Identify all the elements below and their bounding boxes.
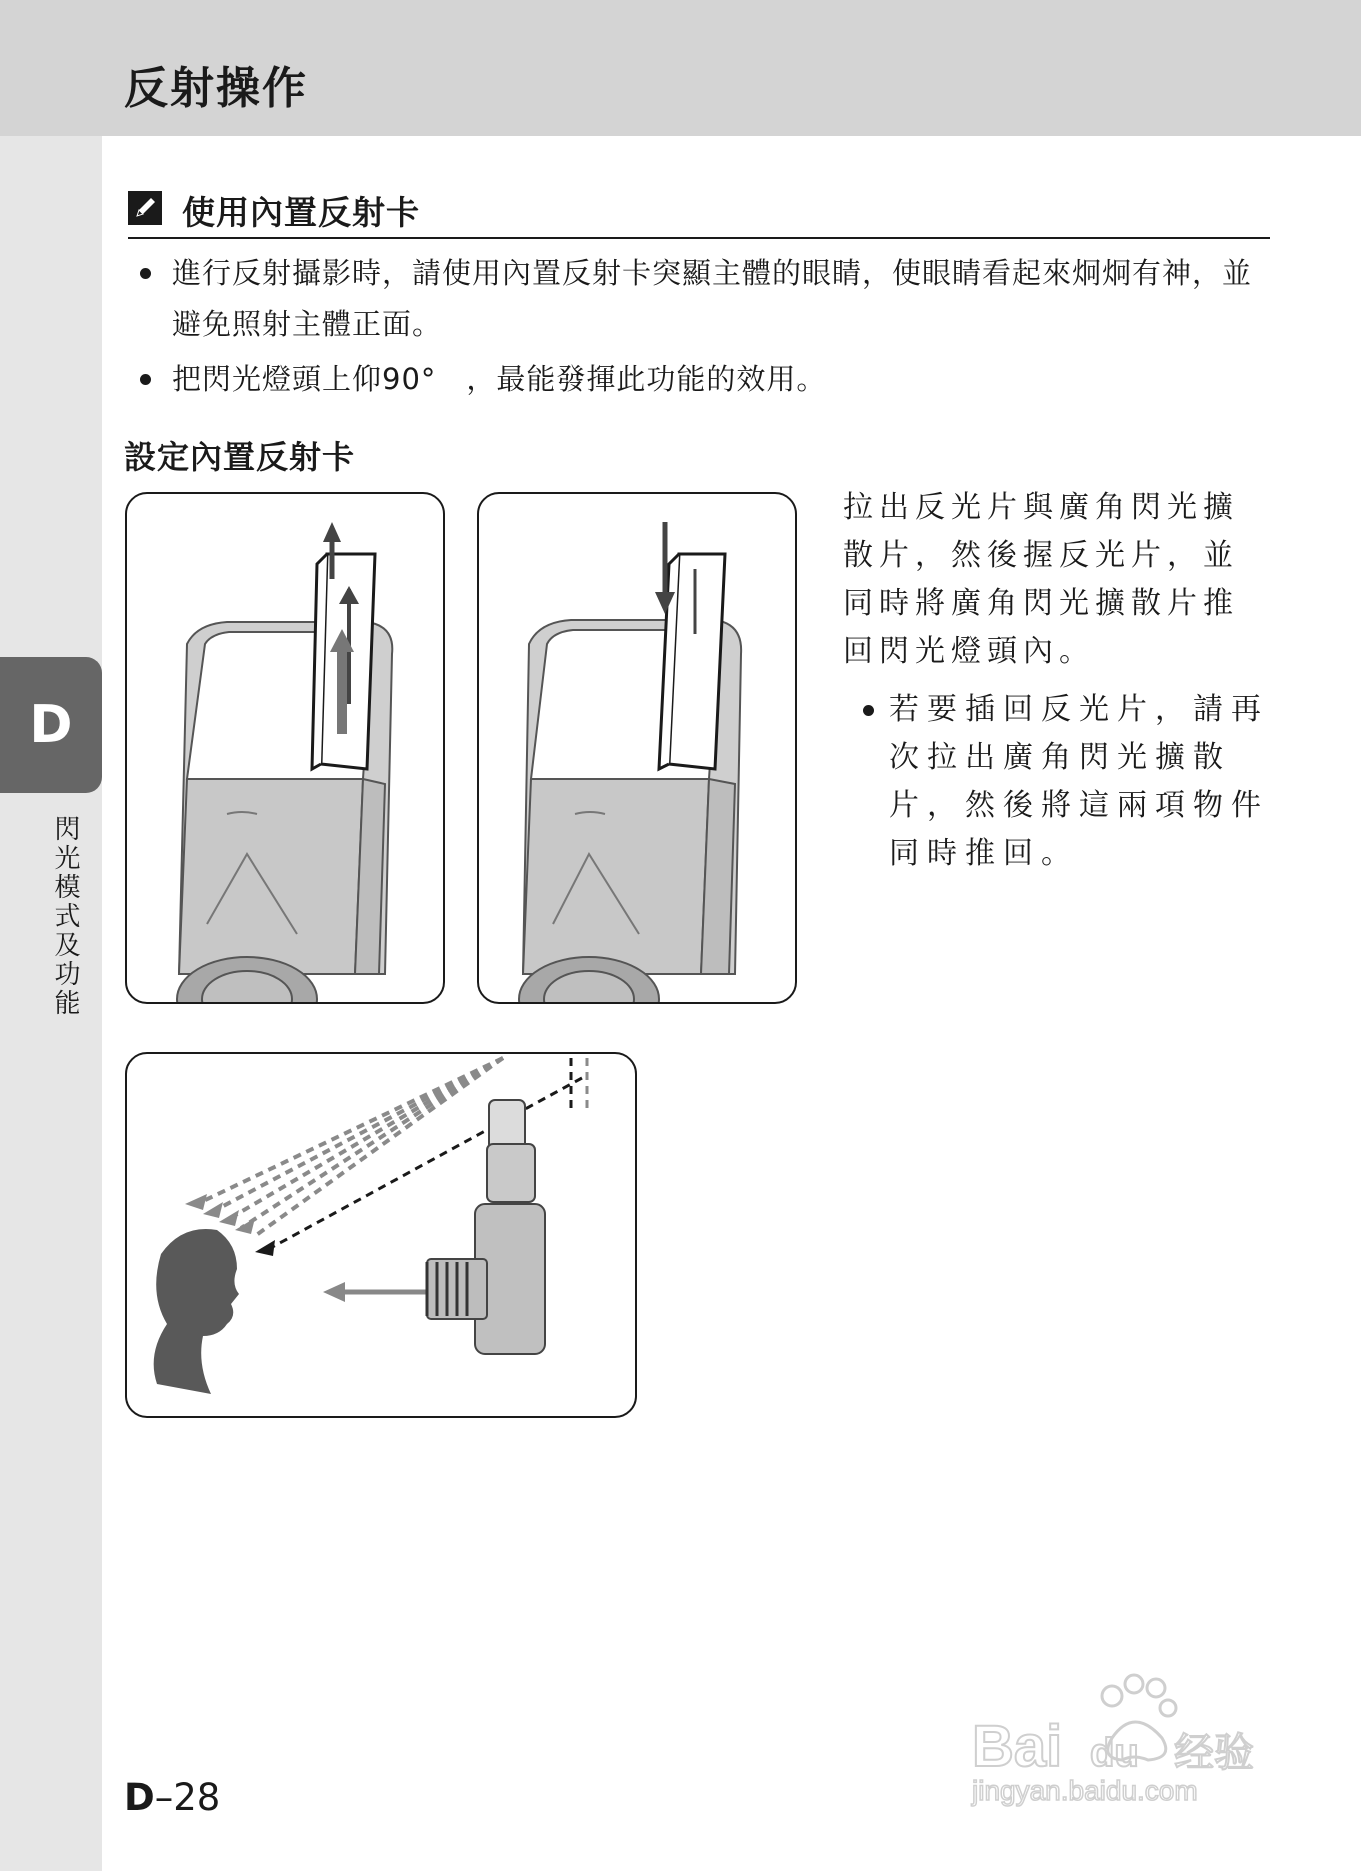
page-number: [124, 1776, 220, 1819]
svg-text:Bai: Bai: [972, 1714, 1063, 1779]
page-suffix: –28: [154, 1776, 221, 1819]
note-bullet-text: 進行反射攝影時，請使用內置反射卡突顯主體的眼睛，使眼睛看起來炯炯有神，並避免照射主體正面。: [172, 256, 1253, 341]
pencil-note-icon: [128, 191, 162, 225]
flash-head-push-in-diffuser-illustration: [477, 492, 797, 1004]
note-bullet-text: 把閃光燈頭上仰90° ，最能發揮此功能的效用。: [172, 362, 827, 396]
bullet-dot: [863, 705, 874, 716]
page-title: 反射操作: [124, 63, 308, 114]
note-bullets: [140, 248, 1272, 409]
chapter-name: 閃光模式及功能: [50, 815, 80, 1018]
bounce-flash-diagram-illustration: [125, 1052, 637, 1418]
svg-text:jingyan.baidu.com: jingyan.baidu.com: [972, 1775, 1198, 1806]
svg-text:经验: 经验: [1174, 1730, 1254, 1776]
bullet-dot: [140, 374, 151, 385]
page-letter: D: [124, 1776, 155, 1819]
note-title: 使用內置反射卡: [182, 193, 420, 232]
tip-text: 若要插回反光片，請再次拉出廣角閃光擴散片，然後將這兩項物件同時推回。: [889, 692, 1269, 871]
svg-text:du: du: [1090, 1731, 1139, 1775]
tip-bullet: [843, 686, 1273, 878]
note-heading: [128, 187, 1270, 239]
instruction-text: 拉出反光片與廣角閃光擴散片，然後握反光片，並同時將廣角閃光擴散片推回閃光燈頭內。: [843, 490, 1239, 669]
note-bullet: [140, 354, 1272, 405]
section-title: 設定內置反射卡: [124, 438, 356, 476]
instruction-block: [843, 484, 1273, 878]
chapter-tab[interactable]: D: [0, 657, 102, 793]
bullet-dot: [140, 268, 151, 279]
note-bullet: [140, 248, 1272, 350]
baidu-jingyan-watermark-logo: [962, 1668, 1282, 1808]
flash-head-pull-out-card-illustration: [125, 492, 445, 1004]
